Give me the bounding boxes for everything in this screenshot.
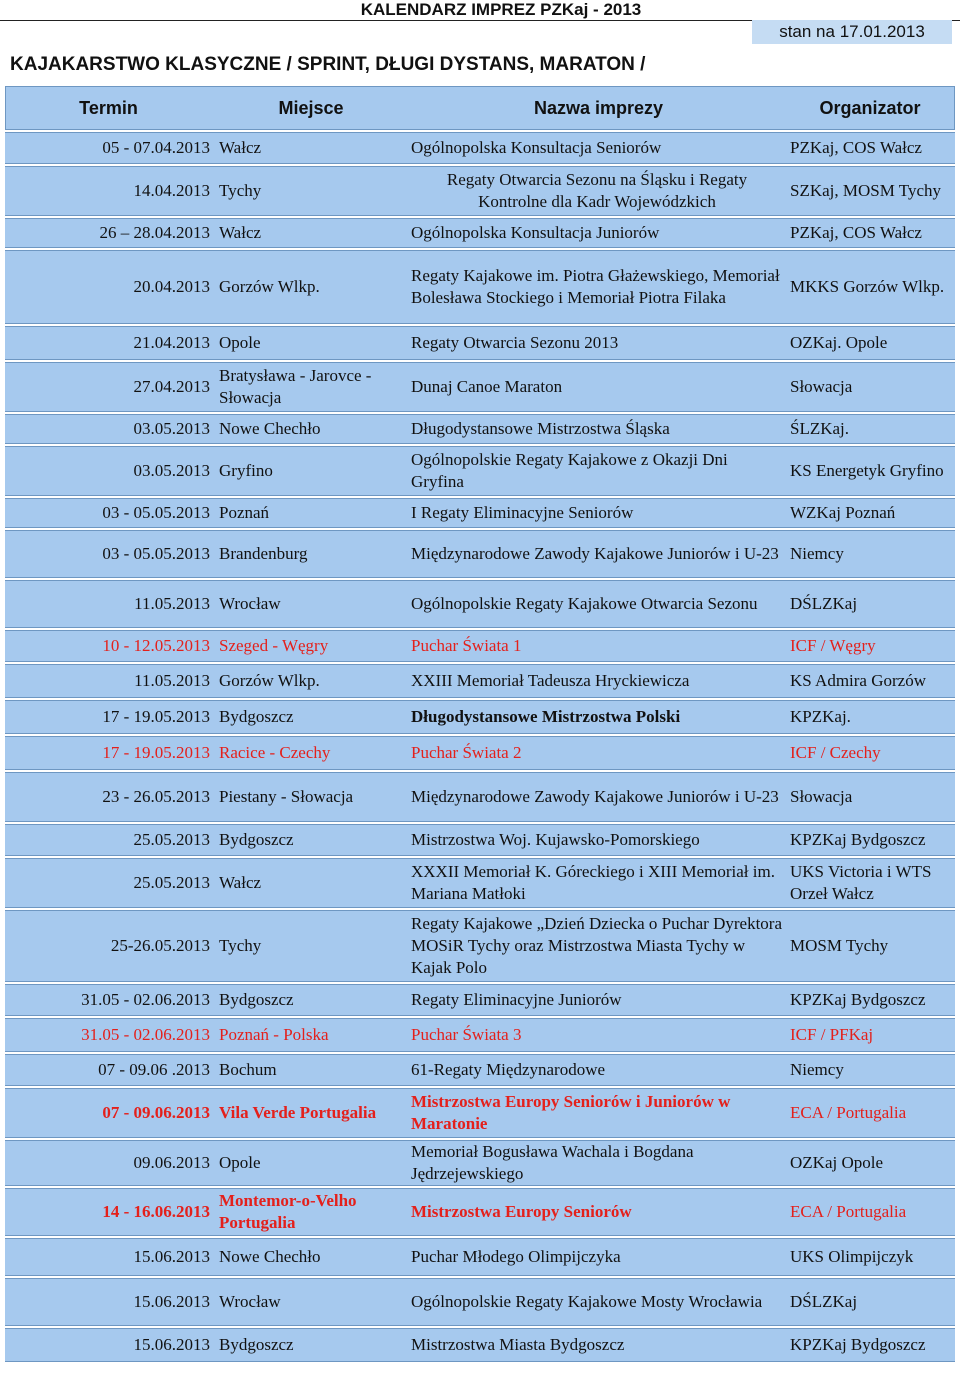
cell-place: Bydgoszcz <box>219 1335 294 1354</box>
table-row <box>5 1088 955 1138</box>
cell-organizer: OZKaj Opole <box>790 1153 884 1172</box>
cell-organizer: Słowacja <box>790 377 853 396</box>
cell-date: 15.06.2013 <box>133 1292 210 1311</box>
header-organizator: Organizator <box>819 98 921 118</box>
cell-organizer: MKKS Gorzów Wlkp. <box>790 277 945 296</box>
cell-date: 03.05.2013 <box>133 461 210 480</box>
table-row <box>5 446 955 496</box>
cell-event: Puchar Świata 1 <box>411 636 522 655</box>
cell-event: Regaty Eliminacyjne Juniorów <box>411 990 622 1009</box>
cell-date: 10 - 12.05.2013 <box>102 636 210 655</box>
table-row <box>5 530 955 578</box>
cell-place: Gryfino <box>219 461 273 480</box>
cell-date: 11.05.2013 <box>134 671 210 690</box>
cell-date: 07 - 09.06 .2013 <box>98 1060 210 1079</box>
section-title: KAJAKARSTWO KLASYCZNE / SPRINT, DŁUGI DYSTANS, MARATON / <box>10 54 646 75</box>
cell-date: 03.05.2013 <box>133 419 210 438</box>
cell-date: 25.05.2013 <box>133 873 210 892</box>
cell-event: Międzynarodowe Zawody Kajakowe Juniorów i U-23 <box>411 787 779 806</box>
cell-event: Mistrzostwa Europy Seniorów <box>411 1202 632 1221</box>
table-row <box>5 218 955 248</box>
events-table <box>5 132 955 1364</box>
cell-place: Bydgoszcz <box>219 830 294 849</box>
table-row <box>5 132 955 164</box>
cell-place: Opole <box>219 333 261 352</box>
cell-date: 23 - 26.05.2013 <box>102 787 210 806</box>
cell-date: 15.06.2013 <box>133 1247 210 1266</box>
cell-place: Nowe Chechło <box>219 419 321 438</box>
table-row <box>5 1238 955 1276</box>
cell-event: 61-Regaty Międzynarodowe <box>411 1060 606 1079</box>
table-row <box>5 362 955 412</box>
cell-date: 15.06.2013 <box>133 1335 210 1354</box>
table-row <box>5 664 955 698</box>
cell-place: Bratysława - Jarovce - Słowacja <box>219 366 372 407</box>
cell-organizer: KS Admira Gorzów <box>790 671 926 690</box>
cell-date: 26 – 28.04.2013 <box>99 223 210 242</box>
cell-place: Bydgoszcz <box>219 707 294 726</box>
cell-place: Opole <box>219 1153 261 1172</box>
cell-event: Puchar Świata 2 <box>411 743 522 762</box>
cell-date: 25.05.2013 <box>133 830 210 849</box>
header-termin: Termin <box>79 98 138 118</box>
cell-event: Ogólnopolska Konsultacja Juniorów <box>411 223 660 242</box>
cell-event: Ogólnopolskie Regaty Kajakowe Otwarcia Sezonu <box>411 594 758 613</box>
cell-place: Wrocław <box>219 594 281 613</box>
cell-date: 14.04.2013 <box>133 181 210 200</box>
cell-event: Ogólnopolskie Regaty Kajakowe Mosty Wrocławia <box>411 1292 763 1311</box>
cell-organizer: UKS Olimpijczyk <box>790 1247 914 1266</box>
cell-organizer: KPZKaj Bydgoszcz <box>790 830 926 849</box>
cell-place: Wałcz <box>219 873 262 892</box>
cell-date: 17 - 19.05.2013 <box>102 743 210 762</box>
cell-organizer: Słowacja <box>790 787 853 806</box>
cell-date: 31.05 - 02.06.2013 <box>81 1025 210 1044</box>
table-row <box>5 736 955 770</box>
table-row <box>5 910 955 982</box>
status-date: stan na 17.01.2013 <box>752 20 952 44</box>
cell-place: Wałcz <box>219 138 262 157</box>
table-row <box>5 166 955 216</box>
table-row <box>5 1054 955 1086</box>
cell-event: I Regaty Eliminacyjne Seniorów <box>411 503 634 522</box>
cell-date: 25-26.05.2013 <box>110 936 210 955</box>
cell-event: Regaty Kajakowe „Dzień Dziecka o Puchar Dyrektora MOSiR Tychy oraz Mistrzostwa Miasta Tychy w Kajak Polo <box>411 914 783 977</box>
cell-event: XXXII Memoriał K. Góreckiego i XIII Memoriał im. Mariana Matłoki <box>411 862 775 903</box>
cell-organizer: Niemcy <box>790 544 844 563</box>
cell-organizer: Niemcy <box>790 1060 844 1079</box>
cell-event: Długodystansowe Mistrzostwa Polski <box>411 707 681 726</box>
cell-organizer: ICF / PFKaj <box>790 1025 874 1044</box>
cell-place: Szeged - Węgry <box>219 636 329 655</box>
calendar-title: KALENDARZ IMPREZ PZKaj - 2013 <box>360 0 642 19</box>
cell-organizer: SZKaj, MOSM Tychy <box>790 181 942 200</box>
table-row <box>5 1140 955 1186</box>
cell-event: Regaty Kajakowe im. Piotra Głażewskiego, Memoriał Bolesława Stockiego i Memoriał Piotra Filaka <box>411 266 780 307</box>
cell-place: Piestany - Słowacja <box>219 787 354 806</box>
cell-date: 05 - 07.04.2013 <box>102 138 210 157</box>
cell-date: 14 - 16.06.2013 <box>102 1202 210 1221</box>
cell-event: Puchar Młodego Olimpijczyka <box>411 1247 621 1266</box>
table-row <box>5 630 955 662</box>
cell-event: Międzynarodowe Zawody Kajakowe Juniorów i U-23 <box>411 544 779 563</box>
cell-organizer: DŚLZKaj <box>790 1292 858 1311</box>
table-row <box>5 326 955 360</box>
table-row <box>5 1328 955 1362</box>
table-row <box>5 1188 955 1236</box>
table-row <box>5 1018 955 1052</box>
cell-date: 20.04.2013 <box>133 277 210 296</box>
cell-date: 03 - 05.05.2013 <box>102 544 210 563</box>
table-row <box>5 824 955 856</box>
cell-date: 09.06.2013 <box>133 1153 210 1172</box>
cell-organizer: KPZKaj Bydgoszcz <box>790 990 926 1009</box>
cell-date: 17 - 19.05.2013 <box>102 707 210 726</box>
cell-place: Nowe Chechło <box>219 1247 321 1266</box>
cell-event: Ogólnopolska Konsultacja Seniorów <box>411 138 662 157</box>
cell-place: Gorzów Wlkp. <box>219 277 320 296</box>
cell-organizer: KPZKaj. <box>790 707 851 726</box>
cell-event: Mistrzostwa Miasta Bydgoszcz <box>411 1335 625 1354</box>
table-row <box>5 498 955 528</box>
cell-place: Vila Verde Portugalia <box>219 1103 377 1122</box>
cell-organizer: KPZKaj Bydgoszcz <box>790 1335 926 1354</box>
table-row <box>5 984 955 1016</box>
cell-event: Dunaj Canoe Maraton <box>411 377 563 396</box>
cell-place: Montemor-o-Velho Portugalia <box>219 1191 357 1232</box>
cell-organizer: ŚLZKaj. <box>790 419 850 438</box>
table-row <box>5 250 955 324</box>
cell-place: Wrocław <box>219 1292 281 1311</box>
cell-organizer: DŚLZKaj <box>790 594 858 613</box>
header-nazwa: Nazwa imprezy <box>533 98 664 118</box>
cell-place: Racice - Czechy <box>219 743 331 762</box>
table-row <box>5 580 955 628</box>
table-row <box>5 700 955 734</box>
cell-organizer: ICF / Węgry <box>790 636 876 655</box>
cell-organizer: KS Energetyk Gryfino <box>790 461 944 480</box>
cell-event: Mistrzostwa Europy Seniorów i Juniorów w Maratonie <box>411 1092 731 1133</box>
cell-organizer: MOSM Tychy <box>790 936 889 955</box>
cell-place: Tychy <box>219 181 262 200</box>
cell-date: 21.04.2013 <box>133 333 210 352</box>
cell-event: Regaty Otwarcia Sezonu na Śląsku i Regaty Kontrolne dla Kadr Wojewódzkich <box>446 170 748 211</box>
cell-place: Poznań - Polska <box>219 1025 329 1044</box>
table-row <box>5 414 955 444</box>
cell-event: Ogólnopolskie Regaty Kajakowe z Okazji Dni Gryfina <box>411 450 728 491</box>
cell-organizer: ECA / Portugalia <box>790 1103 907 1122</box>
cell-place: Bochum <box>219 1060 277 1079</box>
cell-organizer: ICF / Czechy <box>790 743 881 762</box>
cell-organizer: ECA / Portugalia <box>790 1202 907 1221</box>
cell-date: 07 - 09.06.2013 <box>102 1103 210 1122</box>
cell-event: XXIII Memoriał Tadeusza Hryckiewicza <box>411 671 690 690</box>
cell-place: Poznań <box>219 503 270 522</box>
cell-event: Regaty Otwarcia Sezonu 2013 <box>411 333 619 352</box>
cell-place: Gorzów Wlkp. <box>219 671 320 690</box>
cell-organizer: WZKaj Poznań <box>790 503 896 522</box>
cell-place: Bydgoszcz <box>219 990 294 1009</box>
cell-organizer: OZKaj. Opole <box>790 333 888 352</box>
table-row <box>5 1278 955 1326</box>
cell-place: Tychy <box>219 936 262 955</box>
cell-date: 03 - 05.05.2013 <box>102 503 210 522</box>
table-row <box>5 858 955 908</box>
cell-place: Brandenburg <box>219 544 308 563</box>
cell-date: 27.04.2013 <box>133 377 210 396</box>
cell-organizer: PZKaj, COS Wałcz <box>790 223 922 242</box>
cell-date: 31.05 - 02.06.2013 <box>81 990 210 1009</box>
cell-event: Mistrzostwa Woj. Kujawsko-Pomorskiego <box>411 830 700 849</box>
cell-event: Puchar Świata 3 <box>411 1025 522 1044</box>
cell-organizer: UKS Victoria i WTS Orzeł Wałcz <box>790 862 932 903</box>
table-header <box>5 86 955 130</box>
cell-event: Długodystansowe Mistrzostwa Śląska <box>411 419 670 438</box>
cell-event: Memoriał Bogusława Wachala i Bogdana Jędrzejewskiego <box>411 1142 694 1183</box>
header-miejsce: Miejsce <box>278 98 344 118</box>
cell-organizer: PZKaj, COS Wałcz <box>790 138 922 157</box>
cell-place: Wałcz <box>219 223 262 242</box>
cell-date: 11.05.2013 <box>134 594 210 613</box>
table-row <box>5 772 955 822</box>
